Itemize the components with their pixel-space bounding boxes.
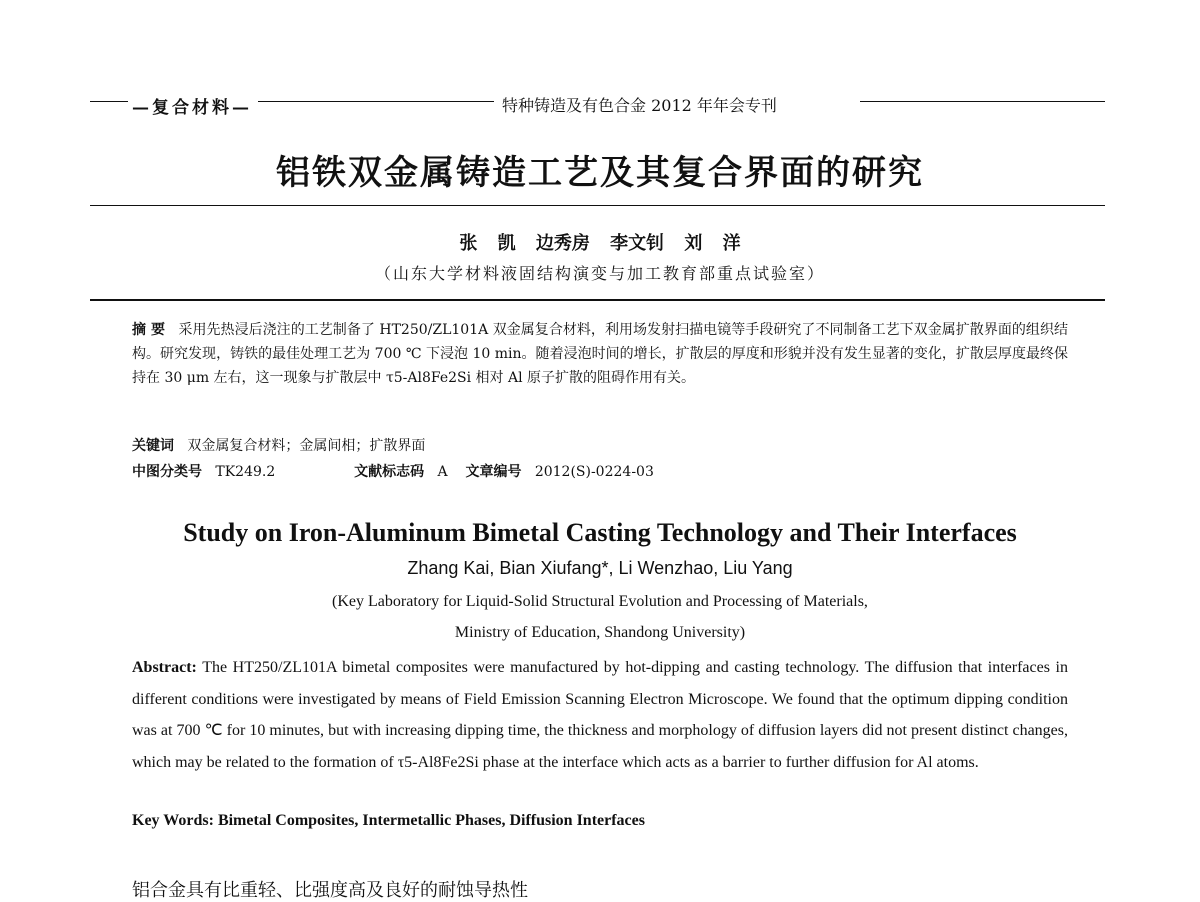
classification-line bbox=[132, 461, 654, 481]
keywords-en-text: Bimetal Composites, Intermetallic Phases, Diffusion Interfaces bbox=[217, 812, 645, 829]
clc-label: 中图分类号 bbox=[132, 464, 202, 480]
abstract-cn-label: 摘 要 bbox=[132, 322, 165, 338]
doc-code-label: 文献标志码 bbox=[354, 464, 425, 480]
affiliation-cn: （山东大学材料液固结构演变与加工教育部重点试验室） bbox=[374, 264, 825, 283]
header-rule-left bbox=[90, 101, 128, 102]
abstract-cn bbox=[132, 318, 1068, 390]
authors-cn: 张 凯 边秀房 李文钊 刘 洋 bbox=[459, 233, 741, 254]
abstract-en-text: The HT250/ZL101A bimetal composites were manufactured by hot-dipping and casting technology. The diffusion that interfaces in different conditions were investigated by means of Field Emission Scanning Electron Microscope. We found that the optimum dipping condition was at 700 ℃ for 10 minutes, but with increasing dipping time, the thickness and morphology of diffusion layers did not present distinct changes, which may be related to the formation of τ5-Al8Fe2Si phase at the interface which acts as a barrier to further diffusion for Al atoms. bbox=[132, 659, 1068, 771]
clc-value: TK249.2 bbox=[215, 464, 276, 480]
keywords-en bbox=[132, 812, 645, 830]
keywords-cn-text: 双金属复合材料；金属间相；扩散界面 bbox=[187, 438, 426, 454]
title-rule bbox=[90, 205, 1105, 206]
doc-code-value: A bbox=[437, 464, 448, 480]
abstract-cn-text: 采用先热浸后浇注的工艺制备了 HT250/ZL101A 双金属复合材料，利用场发射扫描电镜等手段研究了不同制备工艺下双金属扩散界面的组织结构。研究发现，铸铁的最佳处理工艺为 700 ℃ 下浸泡 10 min。随着浸泡时间的增长，扩散层的厚度和形貌并没有发生显著的变化，扩散层厚度最终保持在 30 μm 左右，这一现象与扩散层中 τ5-Al8Fe2Si 相对 Al 原子扩散的阻碍作用有关。 bbox=[132, 322, 1068, 386]
affiliation-en-line-1: (Key Laboratory for Liquid-Solid Structural Evolution and Processing of Materials, bbox=[332, 593, 868, 610]
article-number-value: 2012(S)-0224-03 bbox=[534, 464, 654, 480]
keywords-en-label: Key Words: bbox=[132, 812, 214, 829]
header-rule-right bbox=[860, 101, 1105, 102]
header-rule-middle bbox=[258, 101, 494, 102]
section-label: —复合材料— bbox=[132, 98, 252, 118]
journal-name: 特种铸造及有色合金 2012 年年会专刊 bbox=[502, 96, 777, 115]
page-title-en: Study on Iron-Aluminum Bimetal Casting Technology and Their Interfaces bbox=[183, 518, 1017, 547]
authors-en: Zhang Kai, Bian Xiufang*, Li Wenzhao, Liu Yang bbox=[407, 558, 793, 578]
keywords-cn bbox=[132, 435, 425, 455]
article-number-label: 文章编号 bbox=[465, 464, 522, 480]
page-title-cn: 铝铁双金属铸造工艺及其复合界面的研究 bbox=[276, 153, 924, 193]
keywords-cn-label: 关键词 bbox=[132, 438, 174, 454]
abstract-en-label: Abstract: bbox=[132, 659, 197, 676]
abstract-en bbox=[132, 652, 1068, 778]
body-text-start: 铝合金具有比重轻、比强度高及良好的耐蚀导热性 bbox=[132, 880, 528, 901]
affiliation-rule bbox=[90, 299, 1105, 301]
affiliation-en-line-2: Ministry of Education, Shandong University) bbox=[454, 624, 746, 641]
